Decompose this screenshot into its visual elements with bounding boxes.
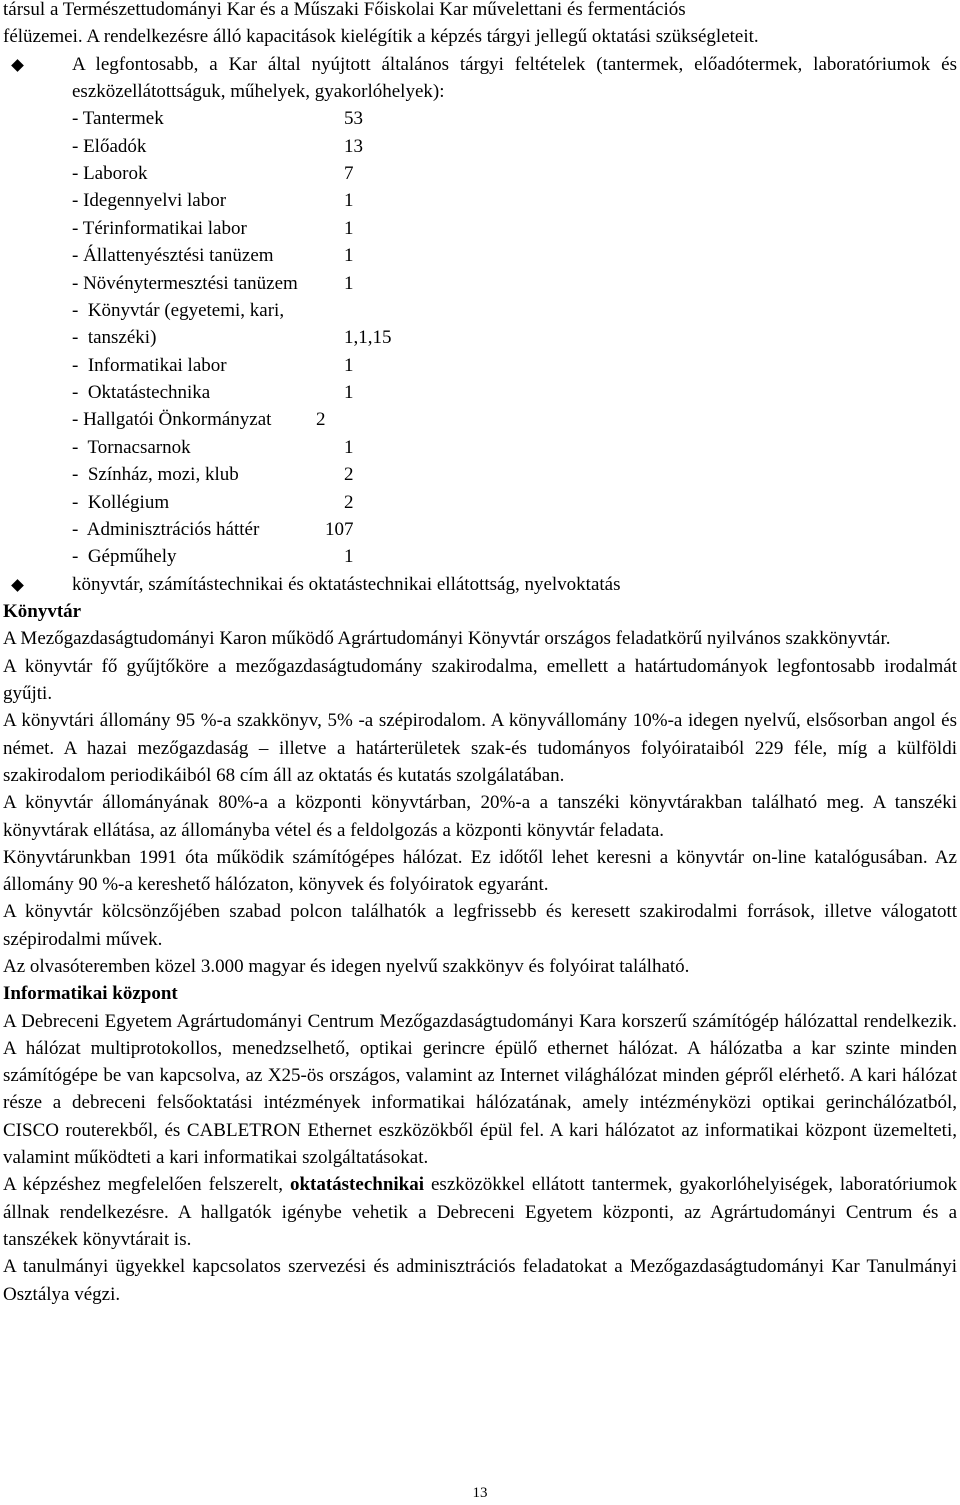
facility-row: - Kollégium 2 [72, 491, 354, 513]
intro-line-1: társul a Természettudományi Kar és a Műszaki Főiskolai Kar művelettani és fermentációs [3, 0, 686, 20]
library-paragraph: A könyvtár kölcsönzőjében szabad polcon találhatók a legfrissebb és keresett szakirodalmi források, illetve válogatott szépirodalmi művek. [3, 901, 957, 950]
library-paragraph: Könyvtárunkban 1991 óta működik számítógépes hálózat. Ez időtől lehet keresni a könyvtár on-line katalógusában. Az állomány 90 %-a kereshető hálózaton, könyvek és folyóiratok egyaránt. [3, 846, 957, 896]
document-page [3, 0, 957, 1308]
library-paragraph: Az olvasóteremben közel 3.000 magyar és idegen nyelvű szakkönyv és folyóirat található. [3, 955, 690, 977]
diamond-bullet-icon [11, 59, 24, 72]
facility-row: - Növénytermesztési tanüzem 1 [72, 272, 354, 294]
library-paragraph: A könyvtár fő gyűjtőköre a mezőgazdaságtudomány szakirodalma, emellett a határtudományok legfontosabb irodalmát gyűjti. [3, 655, 957, 705]
bullet-general-conditions-text: A legfontosabb, a Kar által nyújtott általános tárgyi feltételek (tantermek, előadótermek, laboratóriumok és eszközellátottságuk, műhelyek, gyakorlóhelyek): [72, 53, 957, 102]
facility-row: - Térinformatikai labor 1 [72, 217, 354, 239]
facility-row: - Adminisztrációs háttér 107 [72, 519, 354, 541]
facility-row: - Előadók 13 [72, 135, 363, 157]
facility-row: - Állattenyésztési tanüzem 1 [72, 245, 354, 267]
facility-row: - Könyvtár (egyetemi, kari, [72, 299, 285, 321]
bold-term: oktatástechnikai [289, 1174, 425, 1196]
facility-row: - Oktatástechnika 1 [72, 382, 354, 404]
facility-row: - Laborok 7 [72, 162, 354, 184]
library-paragraph: A könyvtár állományának 80%-a a központi könyvtárban, 20%-a a tanszéki könyvtárakban található meg. A tanszéki könyvtárak ellátása, az állományba vétel és a feldolgozás a központi könyvtár feladata. [3, 792, 957, 841]
informatics-paragraph: A Debreceni Egyetem Agrártudományi Centrum Mezőgazdaságtudományi Kara korszerű számítógép hálózattal rendelkezik. A hálózat multiprotokollos, menedzselhető, optikai gerincre épülő ethernet hálózat. A hálózatba a kar szinte minden számítógépe be van kapcsolva, az X25-ös országos, valamint az Internet világhálózat minden gépről elérhető. A kari hálózat része a debreceni felsőoktatási intézmények informatikai hálózatának, amely intézményközi optikai gerinchálózatból, CISCO routerekből, és CABLETRON Ethernet eszközökből épül fel. A kari hálózatot az informatikai központ üzemelteti, valamint működteti a kari informatikai szolgáltatásokat. [3, 1010, 957, 1169]
informatics-paragraph: A tanulmányi ügyekkel kapcsolatos szervezési és adminisztrációs feladatokat a Mezőgazdaságtudományi Kar Tanulmányi Osztálya végzi. [3, 1256, 957, 1305]
facility-list [3, 105, 957, 571]
facility-row: - Színház, mozi, klub 2 [72, 464, 354, 486]
page-number: 13 [472, 1485, 488, 1501]
facility-row: - Informatikai labor 1 [72, 354, 354, 376]
facility-row: - tanszéki) 1,1,15 [72, 327, 392, 349]
library-paragraph: A Mezőgazdaságtudományi Karon működő Agrártudományi Könyvtár országos feladatkörű nyilvános szakkönyvtár. [3, 628, 891, 650]
bullet-general-conditions [3, 51, 957, 106]
facility-row: - Tornacsarnok 1 [72, 436, 354, 458]
diamond-bullet-icon [11, 579, 24, 592]
bullet-library-it-text: könyvtár, számítástechnikai és oktatástechnikai ellátottság, nyelvoktatás [72, 573, 621, 595]
facility-row: - Gépműhely 1 [72, 546, 354, 568]
facility-row: - Tantermek 53 [72, 108, 363, 130]
informatics-paragraph: A képzéshez megfelelően felszerelt, oktatástechnikai eszközökkel ellátott tantermek, gyakorlóhelyiségek, laboratóriumok állnak rendelkezésre. A hallgatók igénybe vehetik a Debreceni Egyetem központi, az Agrártudományi Centrum és a tanszékek könyvtárait is. [3, 1174, 957, 1250]
facility-row: - Idegennyelvi labor 1 [72, 190, 354, 212]
library-heading: Könyvtár [3, 601, 82, 623]
informatics-heading: Informatikai központ [3, 983, 178, 1005]
intro-line-2: félüzemei. A rendelkezésre álló kapacitások kielégítik a képzés tárgyi jellegű oktatási szükségleteit. [3, 26, 759, 48]
bullet-library-it [3, 571, 957, 598]
library-paragraph: A könyvtári állomány 95 %-a szakkönyv, 5% -a szépirodalom. A könyvállomány 10%-a idegen nyelvű, elsősorban angol és német. A hazai mezőgazdaság – illetve a határterületek szak-és tudományos folyóirataiból 229 féle, míg a külföldi szakirodalom periodikáiból 68 cím áll az oktatás és kutatás szolgálatában. [3, 710, 957, 786]
facility-row: - Hallgatói Önkormányzat 2 [72, 409, 326, 431]
